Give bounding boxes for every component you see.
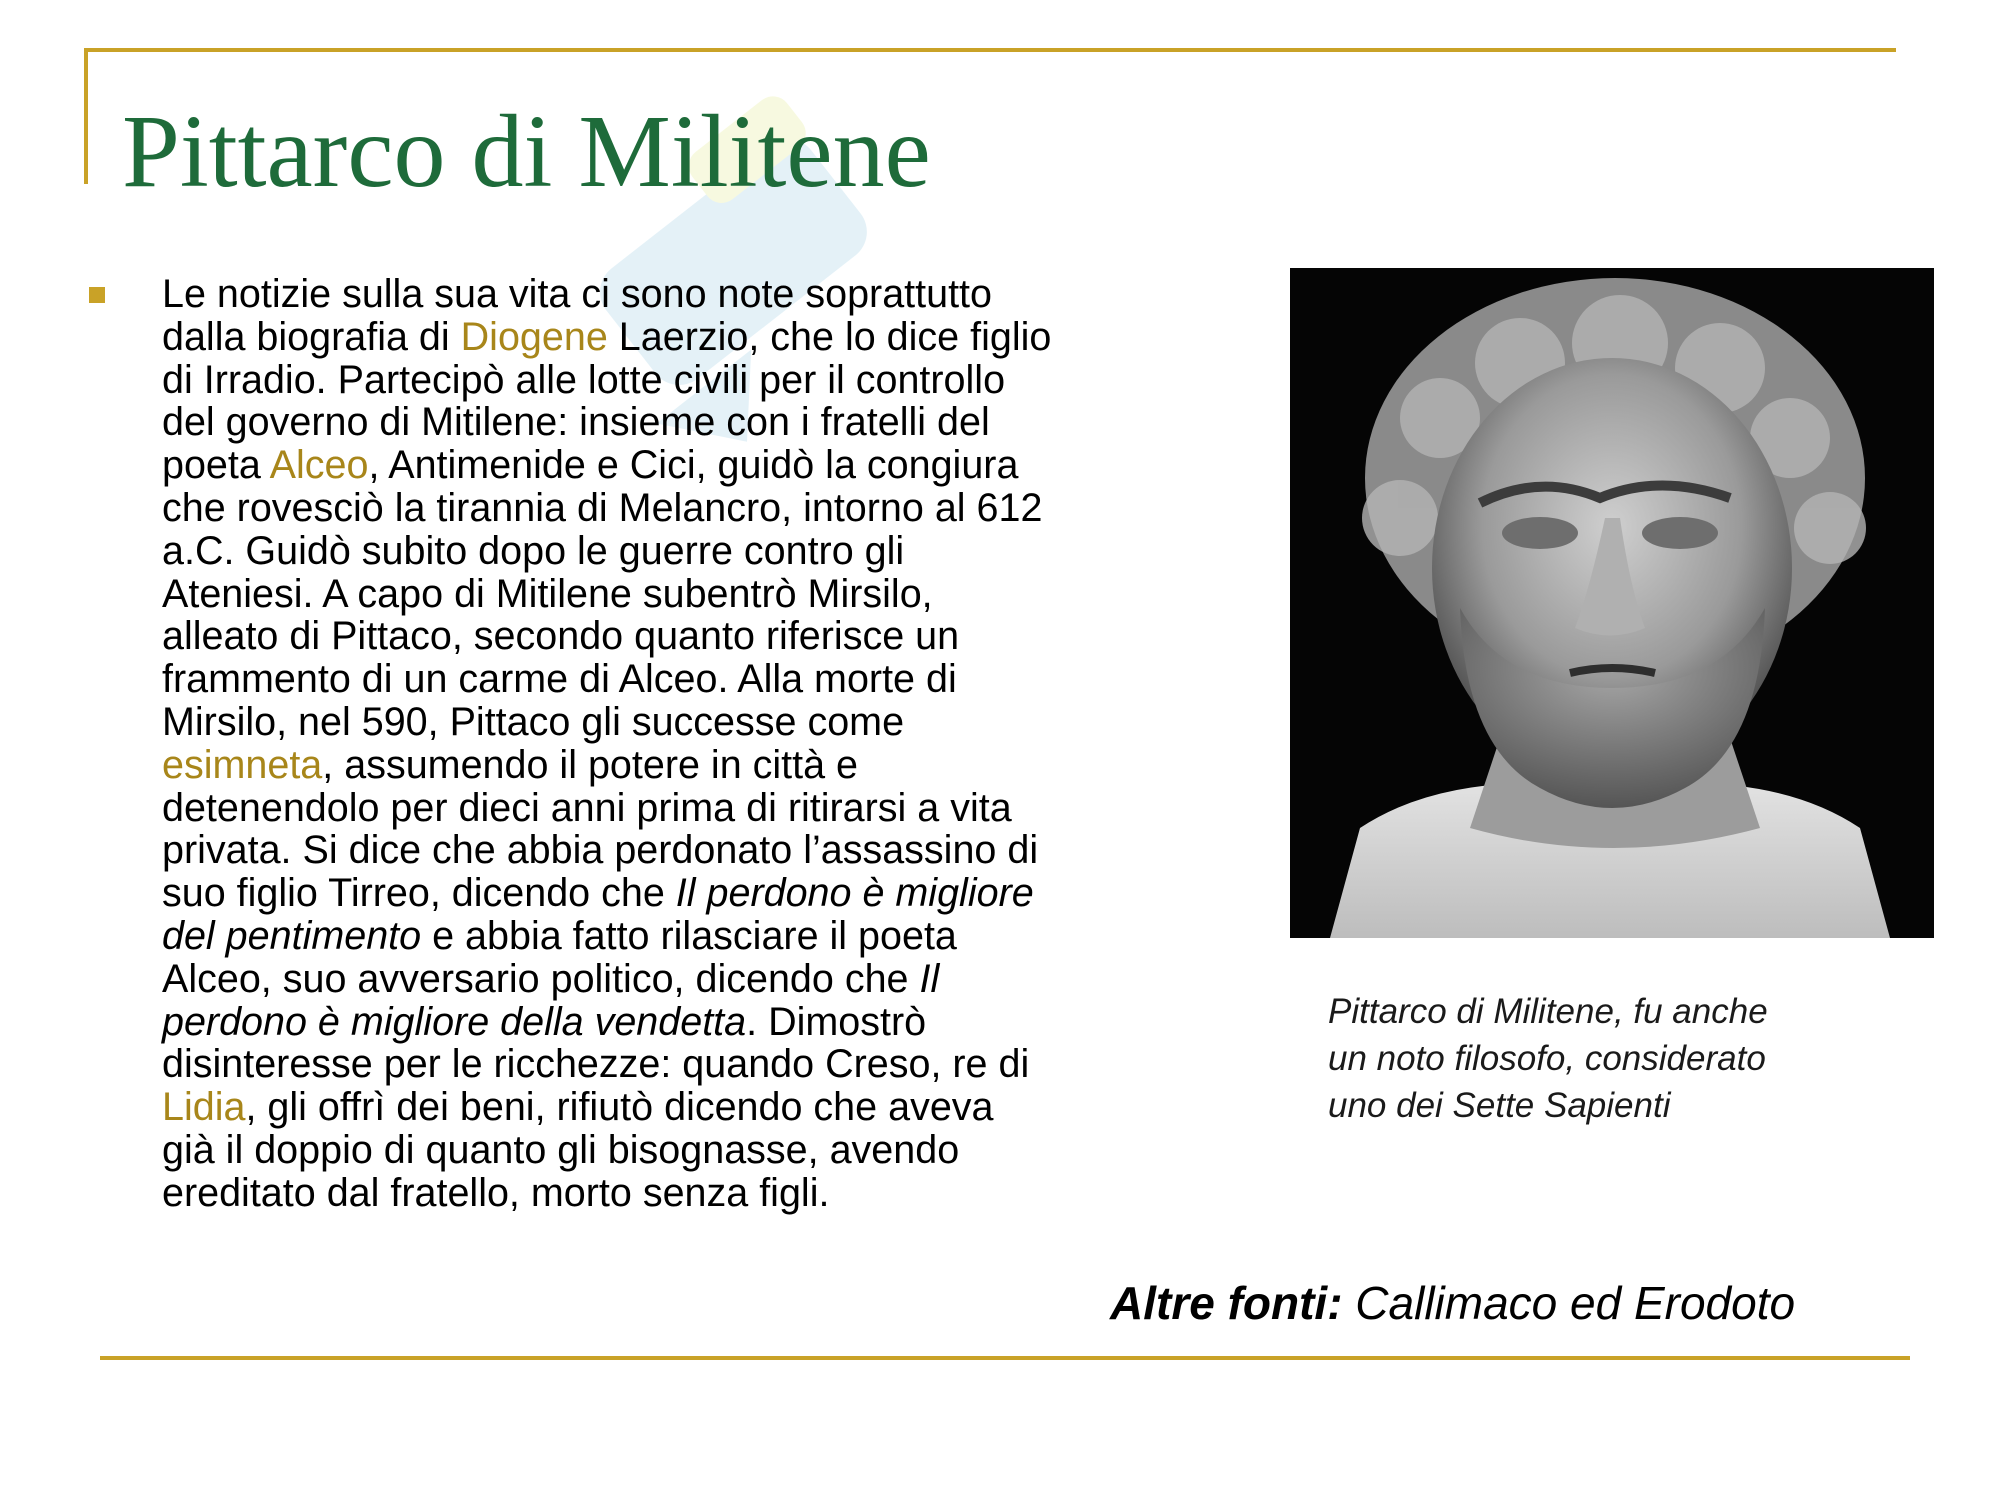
- image-caption: [1328, 988, 1888, 1129]
- body-line: privata. Si dice che abbia perdonato l’assassino di: [162, 828, 1039, 873]
- body-line: esimneta, assumendo il potere in città e: [162, 742, 859, 787]
- body-line: Alceo, suo avversario politico, dicendo che Il: [162, 956, 940, 1001]
- body-line: che rovesciò la tirannia di Melancro, intorno al 612: [162, 485, 1043, 530]
- slide-title: Pittarco di Militene: [122, 94, 931, 209]
- bottom-rule: [100, 1356, 1910, 1360]
- body-line: disinteresse per le ricchezze: quando Creso, re di: [162, 1042, 1030, 1087]
- sources-value: Callimaco ed Erodoto: [1342, 1277, 1796, 1329]
- body-line: Mirsilo, nel 590, Pittaco gli successe come: [162, 699, 905, 744]
- body-line: alleato di Pittaco, secondo quanto riferisce un: [162, 614, 960, 659]
- body-line: Le notizie sulla sua vita ci sono note soprattutto: [162, 272, 993, 316]
- body-line: Lidia, gli offrì dei beni, rifiutò dicendo che aveva: [162, 1085, 994, 1130]
- left-rule: [84, 48, 88, 184]
- body-line: ereditato dal fratello, morto senza figli.: [162, 1170, 830, 1215]
- link-lidia[interactable]: Lidia: [162, 1085, 246, 1130]
- quote-text: Il perdono è migliore: [675, 871, 1034, 916]
- body-line: del governo di Mitilene: insieme con i fratelli del: [162, 400, 990, 445]
- body-paragraph: [162, 273, 1182, 1215]
- quote-text: perdono è migliore della vendetta: [162, 999, 747, 1044]
- top-rule: [84, 48, 1896, 52]
- link-diogene[interactable]: Diogene: [460, 314, 608, 359]
- body-line: di Irradio. Partecipò alle lotte civili per il controllo: [162, 357, 1006, 402]
- body-line: suo figlio Tirreo, dicendo che Il perdono è migliore: [162, 871, 1034, 916]
- body-line: Ateniesi. A capo di Mitilene subentrò Mirsilo,: [162, 571, 933, 616]
- body-line: dalla biografia di Diogene Laerzio, che lo dice figlio: [162, 314, 1052, 359]
- link-alceo[interactable]: Alceo: [269, 443, 369, 488]
- bullet-marker: [89, 287, 105, 303]
- quote-text: del pentimento: [162, 913, 422, 958]
- link-esimneta[interactable]: esimneta: [162, 742, 323, 787]
- body-line: già il doppio di quanto gli bisognasse, avendo: [162, 1127, 960, 1172]
- bust-photo: [1290, 268, 1934, 938]
- quote-text: Il: [919, 956, 940, 1001]
- body-line: perdono è migliore della vendetta. Dimostrò: [162, 999, 927, 1044]
- caption-line: uno dei Sette Sapienti: [1328, 1086, 1671, 1125]
- caption-line: un noto filosofo, considerato: [1328, 1039, 1766, 1078]
- body-line: a.C. Guidò subito dopo le guerre contro gli: [162, 528, 905, 573]
- caption-line: Pittarco di Militene, fu anche: [1328, 992, 1768, 1031]
- body-line: detenendolo per dieci anni prima di ritirarsi a vita: [162, 785, 1012, 830]
- body-line: del pentimento e abbia fatto rilasciare il poeta: [162, 913, 957, 958]
- sources-label: Altre fonti:: [1110, 1277, 1343, 1329]
- body-line: frammento di un carme di Alceo. Alla morte di: [162, 657, 957, 702]
- other-sources: [1110, 1276, 1795, 1330]
- body-line: poeta Alceo, Antimenide e Cici, guidò la congiura: [162, 443, 1019, 488]
